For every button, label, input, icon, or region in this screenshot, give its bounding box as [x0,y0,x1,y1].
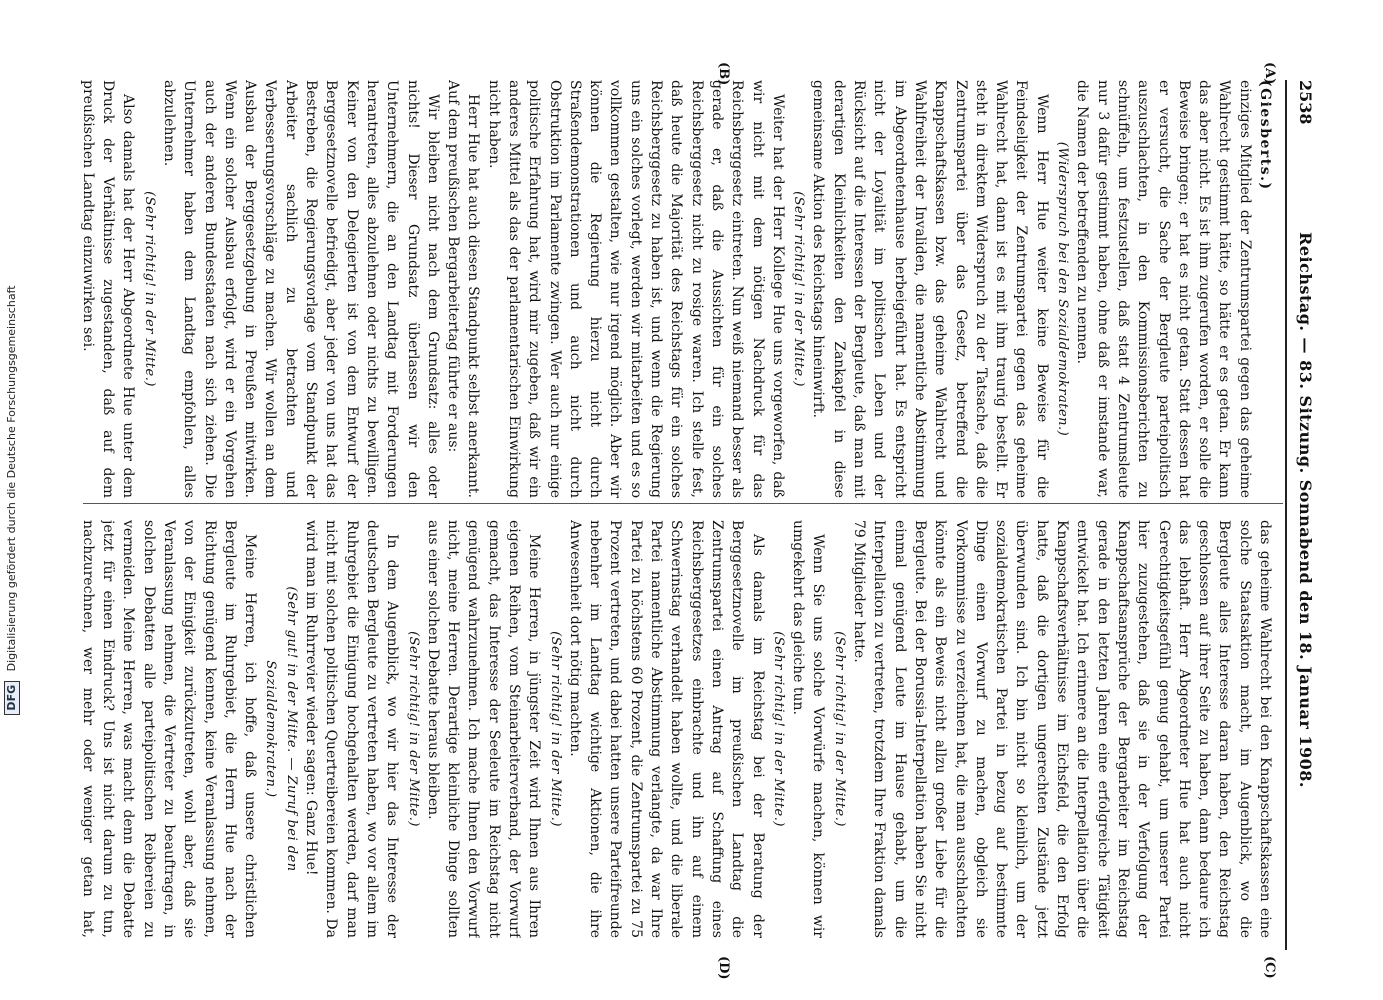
paragraph: Also damals hat der Herr Abgeordnete Hue unter dem Druck der Verhältnisse zugestanden, daß auf dem preußischen Landtag einzuwirken sei. [79,80,137,498]
interjection: (Sehr richtig! in der Mitte.) [831,631,847,827]
digitization-credit: Digitalisierung gefördert durch die Deutsche Forschungsgemeinschaft [5,285,18,672]
interjection: (Widerspruch bei den Sozialdemokraten.) [1055,141,1071,437]
page-header [1287,80,1321,940]
left-column [75,80,1275,498]
paragraph: Meine Herren, ich hoffe, daß unsere christlichen Bergleute im Ruhrgebiet, die Herrn Hue nach der Richtung genügend kennen, keine Veranlassung nehmen, von der Einigkeit zurückzutreten, wohl aber, daß sie Veranlassung nehmen, die Vertreter zu beauftragen, in solchen Debatten alle parteipolitischen Reibereien zu vermeiden. Meine Herren, was macht denn die Debatte jetzt für einen Eindruck? Uns ist nicht darum zu tun, nachzurechnen, wer mehr oder weniger getan hat, [79,520,259,938]
margin-marker-b: (B) [716,62,731,86]
paragraph: Als damals im Reichstag bei der Beratung der Berggesetznovelle im preußischen Landtag die Zentrumspartei einen Antrag auf Schaffung eines Reichsberggesetzes einbrachte und ihn auf einem Schwerinstag verhandelt haben wollte, und die liberale Partei namentliche Abstimmung verlangte, da war Ihre Partei zu höchstens 60 Prozent, die Zentrumspartei zu 75 Prozent vertreten, und dabei hatten unsere Parteifreunde nebenher im Landtag wichtige Aktionen, die ihre Anwesenheit dort nötig machten. [566,520,766,938]
page-number: 2538 [1296,80,1315,125]
page-title: Reichstag. — 83. Sitzung. Sonnabend den 18. Januar 1908. [1296,232,1315,788]
interjection: (Sehr richtig! in der Mitte.) [547,631,563,827]
paragraph: das geheime Wahlrecht bei den Knappschaftskassen eine solche Staatsaktion macht, im Augenblick, wo die Bergleute alles Interesse daran haben, den Reichstag geschlossen auf ihrer Seite zu haben, dann bedaure ich das lebhaft. Herr Abgeordneter Hue hat auch nicht Gerechtigkeitsgefühl genug gehabt, um unserer Partei hier zuzugestehen, daß sie in der Verfolgung der Knappschaftsansprüche der Bergarbeiter im Reichstag gerade in den letzten Jahren eine erfolgreiche Tätigkeit entwickelt hat. Ich erinnere an die Interpellation über die Knappschaftsverhältnisse im Eichsfeld, die den Erfolg hatte, daß die dortigen ungerechten Zustände jetzt überwunden sind. Ich bin nicht so kleinlich, um der sozialdemokratischen Partei in bezug auf bestimmte Dinge einen Vorwurf zu machen, obgleich sie Vorkommnisse zu verzeichnen hat, die man ausschlachten könnte als ein Beweis nicht allzu großer Liebe für die Bergleute. Bei der Borussia-Interpellation haben Sie nicht einmal genügend Leute im Hause gehabt, um die Interpellation zu vertreten, trotzdem Ihre Fraktion damals 79 Mitglieder hatte. [851,520,1273,938]
interjection: (Sehr richtig! in der Mitte.) [405,631,421,827]
column-divider [83,503,1283,504]
paragraph: Weiter hat der Herr Kollege Hue uns vorgeworfen, daß wir nicht mit dem nötigen Nachdruck für das Reichsberggesetz eintreten. Nun weiß niemand besser als gerade er, daß die Aussichten für ein solches Reichsberggesetz nicht zu rosige waren. Ich stelle fest, daß heute die Majorität des Reichstags für ein solches Reichsberggesetz zu haben ist, und wenn die Regierung uns ein solches vorlegt, werden wir mitarbeiten und es so vollkommen gestalten, wie nur irgend möglich. Aber wir können die Regierung hierzu nicht durch Straßendemonstrationen und auch nicht durch Obstruktion im Parlamente zwingen. Wer auch nur einige politische Erfahrung hat, wird mir zugeben, daß wir ein anderes Mittel als das der parlamentarischen Einwirkung nicht haben. [485,80,786,498]
margin-marker-c: (C) [1262,956,1277,979]
right-column [75,520,1275,938]
paragraph: In dem Augenblick, wo wir hier das Interesse der deutschen Bergleute zu vertreten haben, wo vor allem im Ruhrgebiet die Einigung hochgehalten werden, darf man nicht mit solchen politischen Quertreibereien kommen. Da wird man im Ruhrrevier wieder sagen: Ganz Hue! [303,520,401,938]
paragraph: Wenn Herr Hue weiter keine Beweise für die Feindseligkeit der Zentrumspartei gegen das geheime Wahlrecht hat, dann ist es mit ihm traurig bestellt. Er steht in direktem Widerspruch zu der Tatsache, daß die Zentrumspartei über das Gesetz, betreffend die Knappschaftskassen bzw. das geheime Wahlrecht und Wahlfreiheit der Invaliden, die namentliche Abstimmung im Abgeordnetenhause herbeigeführt hat. Es entspricht nicht der Loyalität im politischen Leben und der Rücksicht auf die Interessen der Bergleute, daß man mit derartigen Kleinlichkeiten den Zankapfel in diese gemeinsame Aktion des Reichstags hineinwirft. [810,80,1050,498]
speaker-name: (Giesberts.) [1257,80,1273,191]
interjection: (Sehr gut! in der Mitte. — Zuruf bei den Sozialdemokraten.) [263,586,299,872]
paragraph: Meine Herren, in jüngster Zeit wird Ihnen aus Ihren eigenen Reihen, vom Steinarbeiterverband, der Vorwurf gemacht, das Interesse der Seeleute im Reichstag nicht genügend wahrzunehmen. Ich mache Ihnen den Vorwurf nicht, meine Herren. Derartige kleinliche Dinge sollten aus einer solchen Debatte heraus bleiben. [424,520,543,938]
interjection: (Sehr richtig! in der Mitte.) [770,631,786,827]
interjection: (Sehr richtig! in der Mitte.) [141,191,157,387]
paragraph: Wenn Sie uns solche Vorwürfe machen, können wir umgekehrt das gleiche tun. [790,520,827,938]
paragraph: einziges Mitglied der Zentrumspartei gegen das geheime Wahlrecht gestimmt hätte, so hätte er es getan. Er kann das aber nicht. Es ist ihm zugerufen worden, er solle die Beweise bringen; er hat es nicht getan. Statt dessen hat er versucht, die Sache der Bergleute parteipolitisch auszuschlachten, in den Kommissionsberichten zu schnüffeln, um festzustellen, daß statt 4 Zentrumsleute nur 3 dafür gestimmt haben, ohne daß er imstande war, die Namen der betreffenden zu nennen. [1074,80,1253,498]
footer-strip [0,0,24,1000]
dfg-logo: DFG [4,681,20,715]
interjection: (Sehr richtig! in der Mitte.) [791,191,807,387]
header-rule [1285,80,1287,950]
paragraph: Herr Hue hat auch diesen Standpunkt selbst anerkannt. Auf dem preußischen Bergarbeitertag führte er aus: [445,80,482,498]
margin-marker-a: (A) [1262,62,1277,85]
quotation: Wir bleiben nicht nach dem Grundsatz: alles oder nichts! Dieser Grundsatz überlassen wir den Unternehmern, die an den Landtag mit Forderungen herantreten, alles abzulehnen oder nichts zu bewilligen. Keiner von den Delegierten ist von dem Entwurf der Berggesetznovelle befriedigt, aber jeder von uns hat das Bestreben, die Regierungsvorlage vom Standpunkt der Arbeiter sachlich zu betrachten und Verbesserungsvorschläge zu machen. Wir wollen an dem Ausbau der Berggesetzgebung in Preußen mitwirken. Wenn ein solcher Ausbau erfolgt, wird er ein Vorgehen auch der anderen Bundesstaaten nach sich ziehen. Die Unternehmer haben dem Landtag empfohlen, alles abzulehnen. [160,80,441,498]
margin-marker-d: (D) [716,956,731,980]
